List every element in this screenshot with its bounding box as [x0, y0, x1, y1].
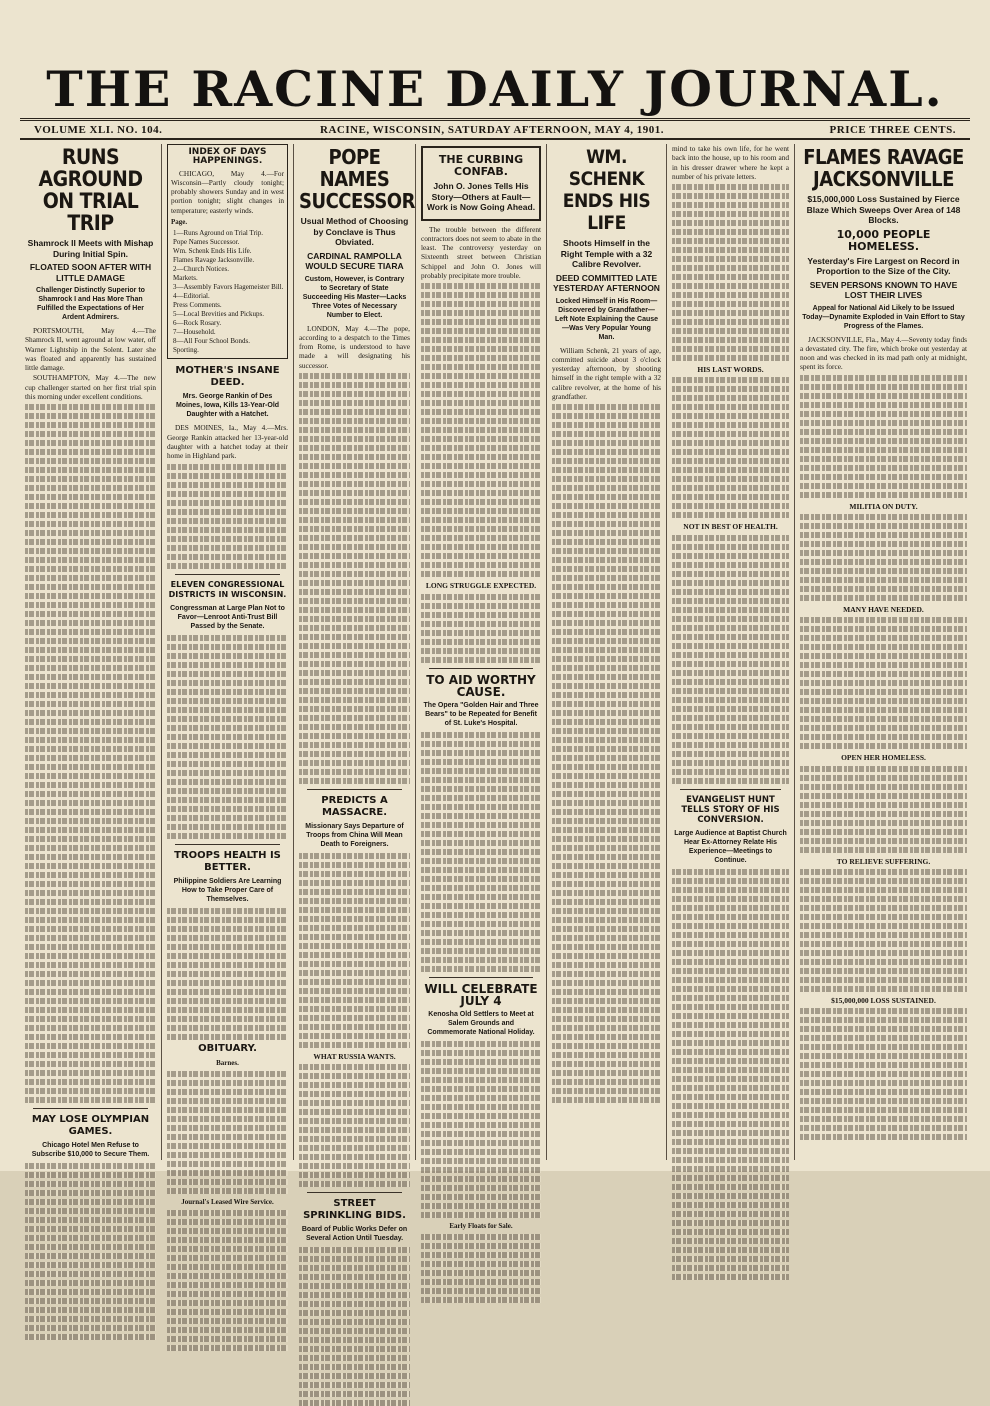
headline-schenk: WM. SCHENK ENDS HIS LIFE [562, 146, 651, 234]
dateline [20, 122, 970, 138]
headline-olympian-games: MAY LOSE OLYMPIAN GAMES. [31, 1114, 150, 1138]
article-body-text [25, 1163, 156, 1340]
article-body-text [421, 594, 541, 663]
deck-john-jones: John O. Jones Tells His Story—Others at Fault—Work is Now Going Ahead. [426, 181, 536, 212]
headline-curbing-confab: THE CURBING CONFAB. [438, 153, 524, 178]
headline-troops-health: TROOPS HEALTH IS BETTER. [174, 849, 281, 873]
article-body-text [800, 375, 967, 498]
deck-philippine: Philippine Soldiers Are Learning How to Take Proper Care of Themselves. [173, 877, 282, 903]
place-and-date: RACINE, WISCONSIN, SATURDAY AFTERNOON, MAY 4, 1901. [320, 124, 665, 136]
article-body-text [672, 377, 789, 518]
article-body-text [672, 184, 789, 361]
article-body-text [672, 535, 789, 784]
article-paragraph: LONDON, May 4.—The pope, according to a despatch to the Times from Rome, is understood to have made a will designating his successor. [299, 323, 410, 370]
subhead-loss-sustained: $15,000,000 LOSS SUSTAINED. [831, 995, 936, 1005]
article-body-text [167, 908, 288, 1040]
contents-item: 4—Editorial. [173, 292, 210, 301]
subhead-long-struggle: LONG STRUGGLE EXPECTED. [425, 581, 537, 591]
deck-shamrock: Shamrock II Meets with Mishap During Initial Spin. [27, 238, 154, 259]
divider [429, 977, 533, 978]
weather-forecast: CHICAGO, May 4.—For Wisconsin—Partly cloudy tonight; probably showers Sunday and in west portion tonight; slight changes in temperature; easterly winds. [171, 168, 284, 215]
dateline-rule [20, 138, 970, 140]
divider [307, 1192, 402, 1193]
article-body-text [299, 1247, 410, 1406]
contents-item: Sporting. [173, 346, 199, 355]
article-paragraph: William Schenk, 21 years of age, committed suicide about 3 o'clock yesterday afternoon, by shooting himself in the right temple with a 32 calibre revolver, at the home of his grandfather. [552, 345, 661, 401]
column-7 [794, 144, 972, 1160]
subhead-early-floats: Early Floats for Sale. [449, 1221, 513, 1230]
divider [175, 844, 280, 845]
deck-baptist: Large Audience at Baptist Church Hear Ex-Attorney Relate His Experience—Meetings to Continue. [674, 829, 787, 864]
contents-item: 1—Runs Aground on Trial Trip. [173, 229, 264, 238]
column-2 [161, 144, 293, 1206]
article-body-text [421, 1041, 541, 1218]
article-body-text [800, 514, 967, 601]
contents-item: Press Comments. [173, 301, 222, 310]
headline-mothers-insane-deed: MOTHER'S INSANE DEED. [175, 365, 280, 389]
deck-homeless: 10,000 PEOPLE HOMELESS. [836, 227, 931, 253]
column-1 [20, 144, 161, 1160]
headline-congressional: ELEVEN CONGRESSIONAL DISTRICTS IN WISCONSIN. [168, 579, 287, 599]
article-body-text [421, 732, 541, 972]
subhead-militia: MILITIA ON DUTY. [849, 501, 918, 511]
deck-chicago-hotel: Chicago Hotel Men Refuse to Subscribe $10,000 to Secure Them. [31, 1142, 150, 1159]
pages-label: Page. [171, 218, 188, 227]
divider [680, 789, 781, 790]
divider [429, 668, 533, 669]
article-body-text [299, 373, 410, 784]
article-body-text [421, 283, 541, 577]
subhead-not-in-health: NOT IN BEST OF HEALTH. [683, 522, 778, 532]
masthead [0, 0, 990, 140]
deck-rankin: Mrs. George Rankin of Des Moines, Iowa, Kills 13-Year-Old Daughter with a Hatchet. [175, 393, 280, 419]
headline-predicts-massacre: PREDICTS A MASSACRE. [321, 794, 388, 818]
article-paragraph: DES MOINES, Ia., May 4.—Mrs. George Rankin attacked her 13-year-old daughter with a hatchet today at their home in Highland park. [167, 423, 288, 461]
article-paragraph: SOUTHAMPTON, May 4.—The new cup challenger started on her first trial spin this morning under excellent conditions. [25, 373, 156, 402]
contents-list [171, 229, 284, 355]
deck-locked-room: Locked Himself in His Room—Discovered by Grandfather—Left Note Explaining the Cause—Was Very Popular Young Man. [554, 297, 659, 341]
deck-challenger: Challenger Distinctly Superior to Shamrock I and Has More Than Fulfilled the Expectations of Her Ardent Admirers. [36, 287, 145, 321]
subhead-open-homeless: OPEN HER HOMELESS. [841, 753, 926, 763]
column-3 [293, 144, 415, 1243]
deck-rampolla: CARDINAL RAMPOLLA WOULD SECURE TIARA [305, 250, 404, 271]
price: PRICE THREE CENTS. [829, 124, 956, 136]
headline-pope-names-successor: POPE NAMES SUCCESSOR [299, 145, 415, 213]
contents-item: Flames Ravage Jacksonville. [173, 256, 255, 265]
contents-item: 3—Assembly Favors Hagemeister Bill. [173, 283, 284, 292]
article-body-text [167, 1071, 288, 1194]
subhead-relieve-suffering: TO RELIEVE SUFFERING. [836, 856, 931, 866]
volume-number: VOLUME XLI. NO. 104. [34, 124, 163, 136]
article-body-text [299, 853, 410, 1048]
deck-shoots-himself: Shoots Himself in the Right Temple with a 32 Calibre Revolver. [560, 238, 653, 269]
divider [175, 574, 280, 575]
article-body-text [421, 1234, 541, 1303]
subhead-russia: WHAT RUSSIA WANTS. [313, 1051, 396, 1061]
column-6 [666, 144, 794, 1160]
index-box [167, 144, 288, 359]
deck-opera: The Opera "Golden Hair and Three Bears" to be Repeated for Benefit of St. Luke's Hospital. [423, 701, 539, 727]
contents-item: 6—Rock Rosary. [173, 319, 222, 328]
deck-board-public-works: Board of Public Works Defer on Several Action Until Tuesday. [301, 1226, 408, 1243]
article-body-text [800, 1008, 967, 1140]
deck-deed-committed: DEED COMMITTED LATE YESTERDAY AFTERNOON [553, 272, 660, 293]
newspaper-title: THE RACINE DAILY JOURNAL. [46, 60, 944, 118]
columns [20, 144, 972, 1243]
deck-kenosha: Kenosha Old Settlers to Meet at Salem Grounds and Commemorate National Holiday. [427, 1010, 535, 1036]
article-body-text [552, 404, 661, 1103]
headline-jacksonville: FLAMES RAVAGE JACKSONVILLE [803, 145, 964, 191]
subhead-last-words: HIS LAST WORDS. [697, 365, 764, 375]
deck-conclave: Usual Method of Choosing by Conclave is Thus Obviated. [300, 216, 409, 247]
contents-item: 7—Household. [173, 328, 216, 337]
article-paragraph: mind to take his own life, for he went back into the house, up to his room and in his dresser drawer where he kept a number of his private letters. [672, 144, 789, 181]
deck-national-aid: Appeal for National Aid Likely to be Issued Today—Dynamite Exploded in Vain Effort to Stay Progress of the Flames. [802, 304, 965, 330]
headline-box [421, 146, 541, 221]
headline-worthy-cause: TO AID WORTHY CAUSE. [426, 672, 536, 699]
headline-celebrate-july: WILL CELEBRATE JULY 4 [424, 981, 538, 1008]
subhead-barnes: Barnes. [216, 1058, 239, 1067]
contents-item: Wm. Schenk Ends His Life. [173, 247, 252, 256]
deck-15-million: $15,000,000 Loss Sustained by Fierce Blaze Which Sweeps Over Area of 148 Blocks. [806, 194, 961, 225]
article-body-text [672, 869, 789, 1280]
contents-item: 8—All Four School Bonds. [173, 337, 251, 346]
article-body-text [167, 464, 288, 569]
contents-item: 5—Local Brevities and Pickups. [173, 310, 264, 319]
subhead-many-needed: MANY HAVE NEEDED. [843, 604, 924, 614]
article-paragraph: PORTSMOUTH, May 4.—The Shamrock II, went aground at low water, off Warner Lightship in the Solent. Later she was floated and apparently has sustained little damage. [25, 326, 156, 373]
masthead-rule [20, 118, 970, 121]
article-paragraph: The trouble between the different contractors does not seem to abate in the least. The controversy yesterday on Sixteenth street between Christian Schippel and John O. Jones will probably precipitate more trouble. [421, 224, 541, 280]
contents-item: Markets. [173, 274, 198, 283]
headline-obituary: OBITUARY. [198, 1042, 257, 1054]
article-body-text [299, 1064, 410, 1187]
index-title: INDEX OF DAYS HAPPENINGS. [188, 147, 267, 167]
deck-congressman: Congressman at Large Plan Not to Favor—Lenroot Anti-Trust Bill Passed by the Senate. [170, 604, 285, 630]
divider [33, 1108, 148, 1109]
column-4 [415, 144, 546, 1230]
divider [307, 789, 402, 790]
deck-seven-persons: SEVEN PERSONS KNOWN TO HAVE LOST THEIR LIVES [809, 279, 958, 300]
deck-largest-fire: Yesterday's Fire Largest on Record in Proportion to the Size of the City. [807, 255, 960, 276]
contents-item: Pope Names Successor. [173, 238, 240, 247]
deck-missionary: Missionary Says Departure of Troops from China Will Mean Death to Foreigners. [305, 822, 404, 848]
column-5 [546, 144, 666, 1160]
contents-item: 2—Church Notices. [173, 265, 229, 274]
deck-floated: FLOATED SOON AFTER WITH LITTLE DAMAGE [29, 262, 152, 283]
deck-custom: Custom, However, is Contrary to Secretary of State Succeeding His Master—Lacks Three Votes of Necessary Number to Elect. [302, 275, 407, 319]
headline-sprinkling-bids: STREET SPRINKLING BIDS. [303, 1198, 406, 1222]
headline-runs-aground: RUNS AGROUND ON TRIAL TRIP [38, 145, 143, 235]
article-body-text [800, 766, 967, 853]
article-body-text [25, 404, 156, 1103]
article-body-text [167, 1210, 288, 1351]
article-paragraph: JACKSONVILLE, Fla., May 4.—Seventy today finds a devastated city. The fire, which broke out yesterday at noon and was checked in its mad path only at midnight, spent its force. [800, 334, 967, 372]
headline-evangelist: EVANGELIST HUNT TELLS STORY OF HIS CONVERSION. [681, 794, 780, 825]
subhead-leased-wire: Journal's Leased Wire Service. [181, 1197, 274, 1206]
article-body-text [800, 869, 967, 992]
article-body-text [800, 617, 967, 749]
article-body-text [167, 635, 288, 839]
